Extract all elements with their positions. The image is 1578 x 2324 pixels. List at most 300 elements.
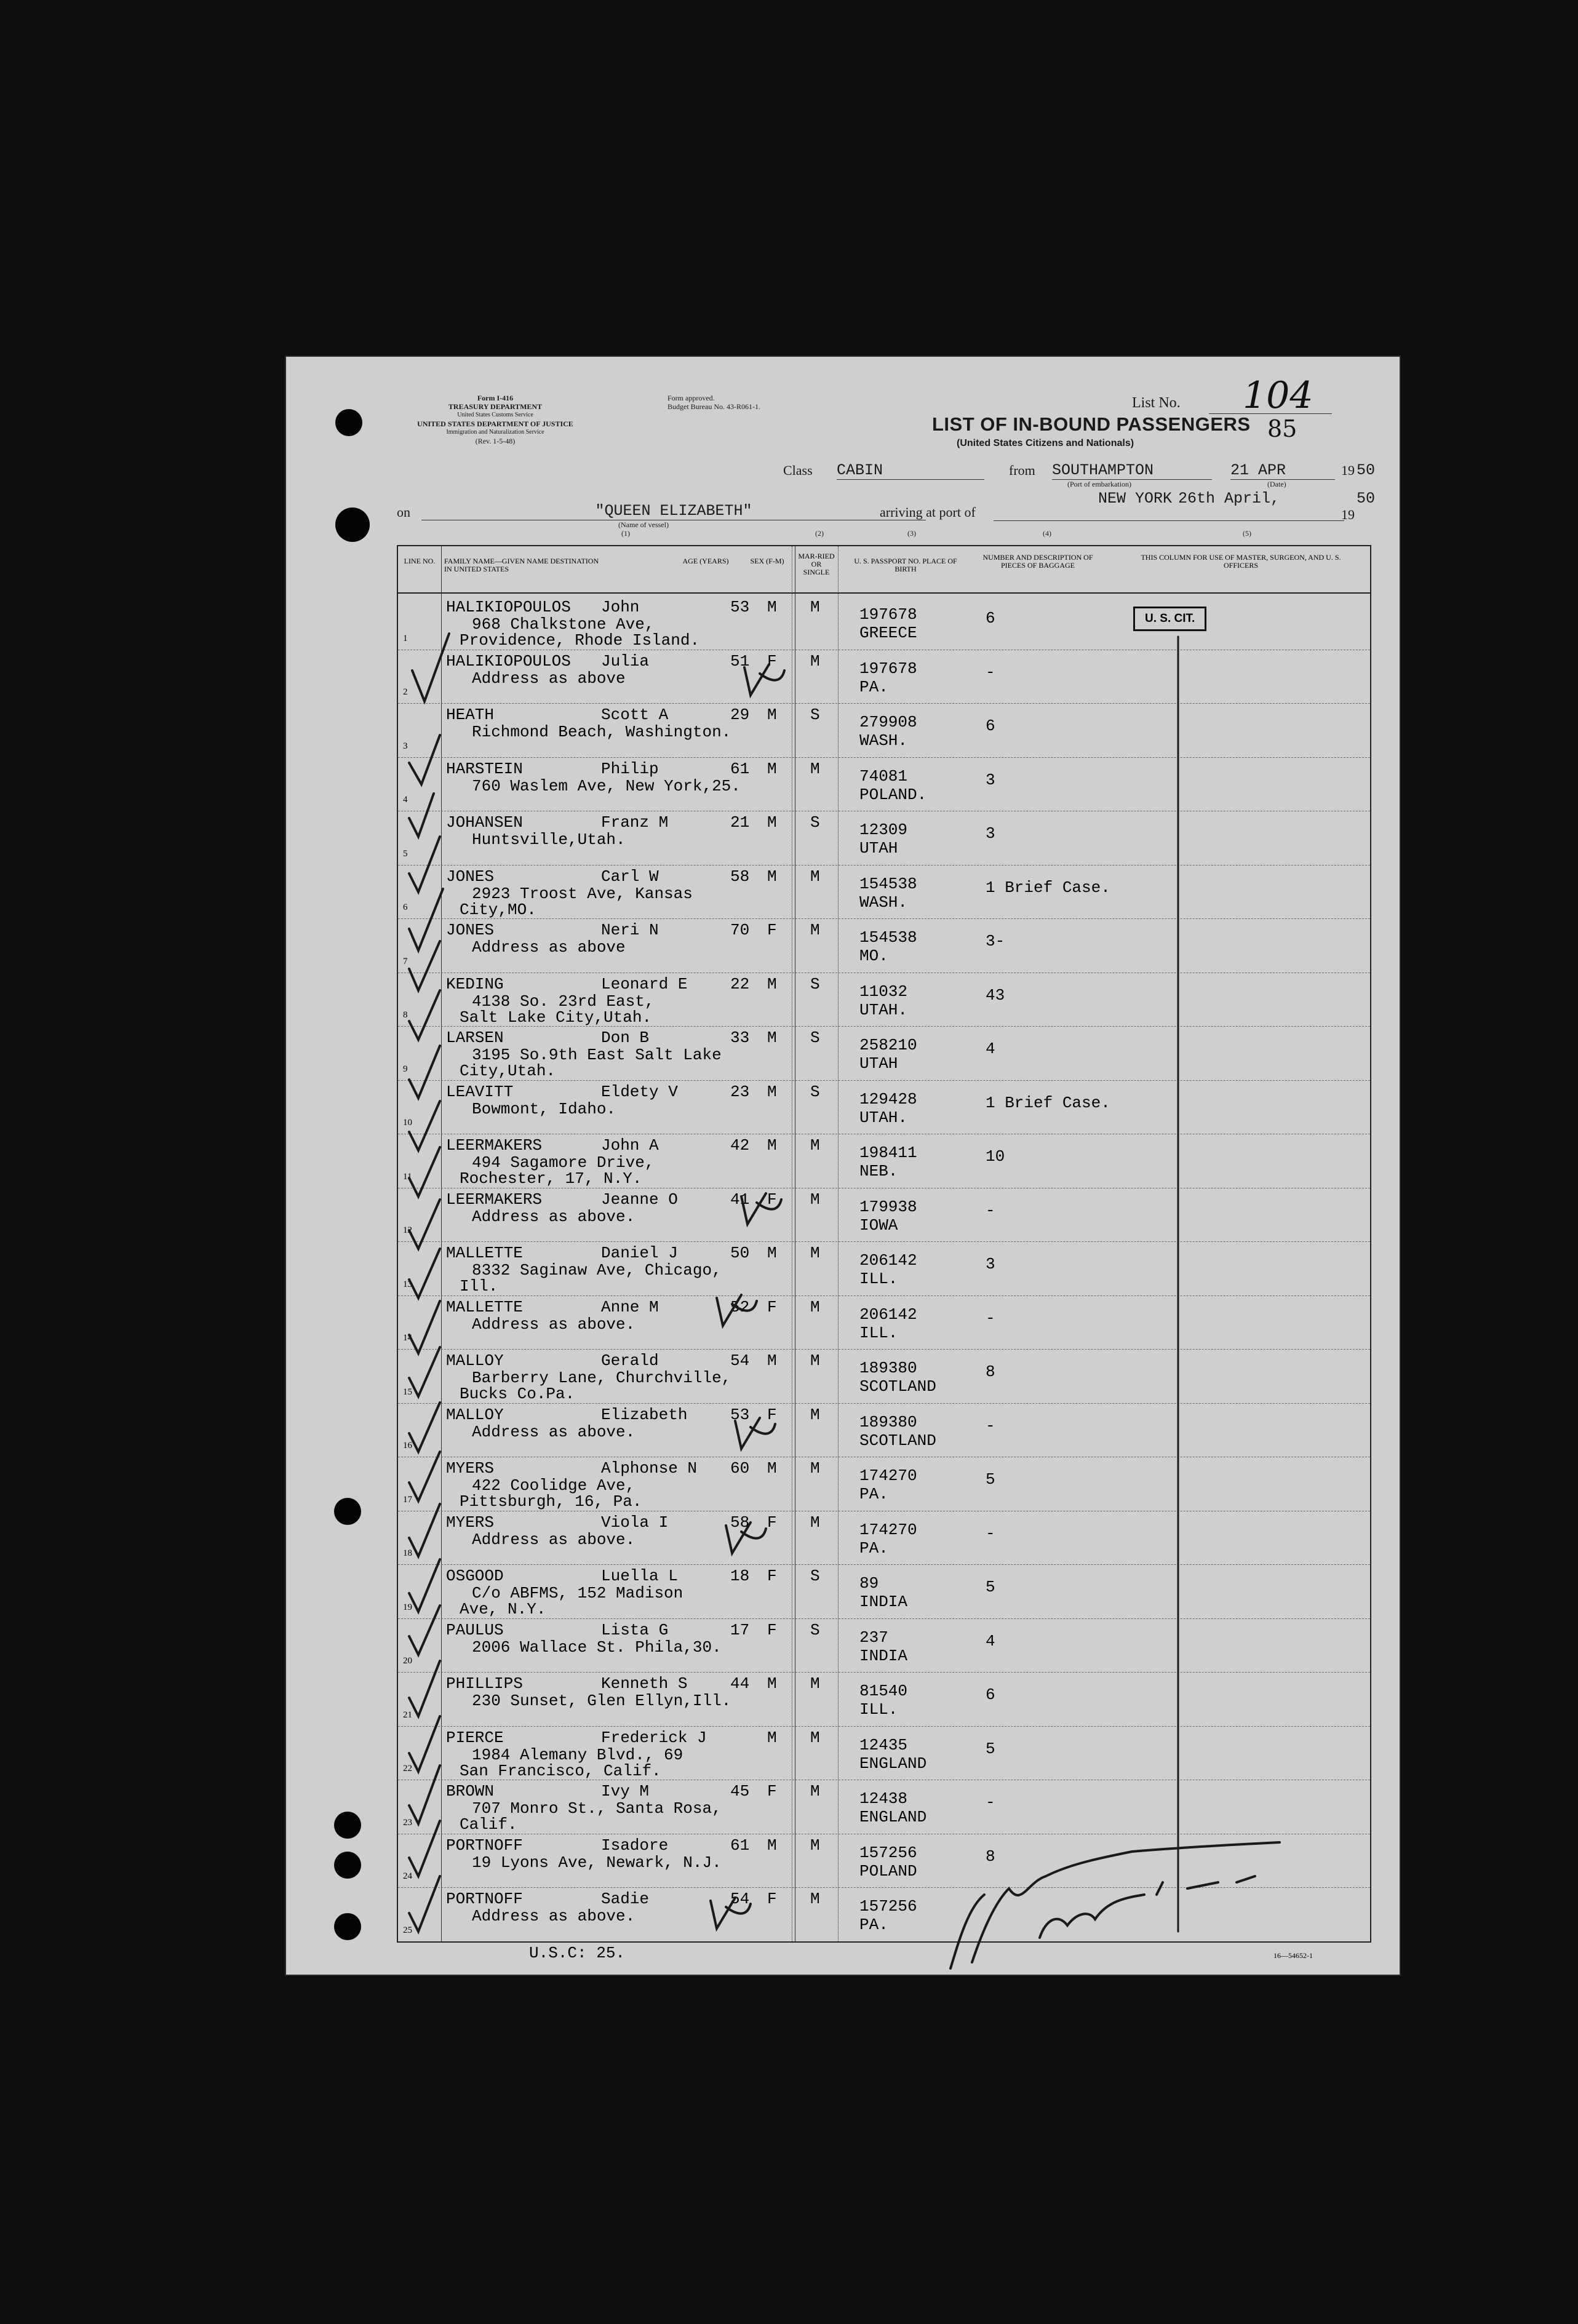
family-name: HALIKIOPOULOS — [446, 598, 571, 616]
sex: F — [767, 1890, 777, 1908]
on-label: on — [397, 504, 410, 520]
address-line-1: 19 Lyons Ave, Newark, N.J. — [472, 1853, 722, 1872]
given-name: Philip — [601, 759, 659, 778]
class-label: Class — [783, 463, 813, 478]
line-number: 15 — [403, 1387, 412, 1397]
given-name: Leonard E — [601, 974, 688, 993]
passport-number: 279908 — [859, 713, 917, 731]
vessel-caption: (Name of vessel) — [618, 520, 669, 529]
address-line-1: 494 Sagamore Drive, — [472, 1153, 655, 1172]
given-name: Neri N — [601, 921, 659, 939]
age: 41 — [730, 1190, 750, 1209]
family-name: MALLOY — [446, 1405, 504, 1424]
given-name: Ivy M — [601, 1782, 650, 1801]
age: 61 — [730, 759, 750, 778]
list-number-sub: 85 — [1267, 415, 1297, 442]
place-of-birth: NEB. — [859, 1162, 898, 1180]
place-of-birth: WASH. — [859, 893, 908, 912]
table-row — [398, 1618, 1370, 1673]
line-number: 25 — [403, 1925, 412, 1935]
baggage: 3 — [986, 824, 995, 843]
line-number: 8 — [403, 1010, 408, 1020]
table-row — [398, 1726, 1370, 1780]
table-row — [398, 1403, 1370, 1457]
place-of-birth: PA. — [859, 1485, 888, 1503]
age: 53 — [730, 1405, 750, 1424]
passenger-table — [397, 545, 1371, 1943]
baggage: 43 — [986, 985, 1005, 1005]
document-subtitle: (United States Citizens and Nationals) — [957, 438, 1134, 448]
line-number: 19 — [403, 1602, 412, 1612]
given-name: John — [601, 598, 640, 616]
given-name: Julia — [601, 651, 650, 671]
passport-number: 198411 — [859, 1144, 917, 1162]
baggage: - — [986, 1308, 995, 1327]
baggage: 3- — [986, 932, 1005, 950]
line-number: 24 — [403, 1871, 412, 1881]
place-of-birth: POLAND — [859, 1861, 917, 1880]
address-line-1: Address as above. — [472, 1422, 636, 1441]
baggage: 4 — [986, 1631, 995, 1650]
line-number: 13 — [403, 1279, 412, 1289]
table-row — [398, 1026, 1370, 1080]
age: 53 — [730, 598, 750, 616]
marital-status: M — [810, 1890, 820, 1908]
given-name: Eldety V — [601, 1082, 678, 1101]
table-row — [398, 1834, 1370, 1888]
family-name: MYERS — [446, 1459, 495, 1478]
age: 58 — [730, 867, 750, 886]
sex: M — [767, 1029, 777, 1047]
address-line-1: Bowmont, Idaho. — [472, 1099, 616, 1118]
age: 58 — [730, 1513, 750, 1532]
passport-number: 129428 — [859, 1089, 917, 1108]
us-citizen-stamp: U. S. CIT. — [1133, 607, 1206, 631]
passport-number: 154538 — [859, 874, 917, 893]
sex: F — [767, 1405, 777, 1424]
family-name: MALLETTE — [446, 1244, 523, 1262]
address-line-1: 8332 Saginaw Ave, Chicago, — [472, 1261, 722, 1279]
place-of-birth: MO. — [859, 947, 888, 965]
baggage: 8 — [986, 1363, 995, 1381]
place-of-birth: WASH. — [859, 731, 908, 750]
header-name: FAMILY NAME—GIVEN NAME DESTINATION IN UNITED STATES — [444, 557, 599, 573]
age: 61 — [730, 1836, 750, 1855]
address-line-2: Providence, Rhode Island. — [460, 631, 700, 650]
form-approval — [667, 394, 760, 411]
baggage: 6 — [986, 609, 995, 627]
list-number-handwritten: 104 — [1243, 374, 1313, 417]
family-name: LEAVITT — [446, 1082, 514, 1101]
family-name: PORTNOFF — [446, 1890, 523, 1908]
age: 44 — [730, 1674, 750, 1693]
table-row — [398, 973, 1370, 1027]
customs-service: United States Customs Service — [457, 412, 533, 418]
punch-hole — [334, 1498, 361, 1525]
family-name: OSGOOD — [446, 1567, 504, 1585]
table-row — [398, 1672, 1370, 1726]
marital-status: M — [810, 1674, 820, 1693]
place-of-birth: INDIA — [859, 1646, 908, 1665]
sex: M — [767, 813, 777, 832]
table-row — [398, 595, 1370, 650]
given-name: Gerald — [601, 1351, 659, 1370]
family-name: KEDING — [446, 974, 504, 993]
baggage: 6 — [986, 717, 995, 735]
given-name: John A — [601, 1136, 659, 1155]
baggage: 3 — [986, 1255, 995, 1273]
passport-number: 74081 — [859, 766, 908, 786]
class-value: CABIN — [837, 461, 984, 480]
table-row — [398, 1295, 1370, 1350]
line-number: 10 — [403, 1118, 412, 1128]
col-num-4: (4) — [1043, 529, 1051, 538]
sex: M — [767, 1136, 777, 1155]
document-title: LIST OF IN-BOUND PASSENGERS — [932, 413, 1251, 435]
line-number: 3 — [403, 741, 408, 751]
table-row — [398, 757, 1370, 811]
given-name: Jeanne O — [601, 1190, 678, 1209]
place-of-birth: POLAND. — [859, 785, 927, 804]
address-line-1: 760 Waslem Ave, New York,25. — [472, 776, 741, 795]
family-name: BROWN — [446, 1782, 495, 1801]
passport-number: 197678 — [859, 605, 917, 624]
sex: M — [767, 974, 777, 993]
place-of-birth: GREECE — [859, 624, 917, 642]
table-row — [398, 1511, 1370, 1565]
line-number: 18 — [403, 1548, 412, 1558]
family-name: MALLOY — [446, 1351, 504, 1370]
place-of-birth: ENGLAND — [859, 1754, 927, 1773]
arrival-port: NEW YORK — [1098, 490, 1172, 507]
address-line-1: 1984 Alemany Blvd., 69 — [472, 1745, 683, 1764]
age: 54 — [730, 1890, 750, 1908]
address-line-1: Huntsville,Utah. — [472, 830, 626, 849]
given-name: Anne M — [601, 1297, 659, 1316]
year-value: 50 — [1357, 461, 1376, 479]
sex: F — [767, 1297, 777, 1316]
table-row — [398, 1457, 1370, 1511]
passport-number: 154538 — [859, 928, 917, 947]
marital-status: M — [810, 1782, 820, 1801]
address-line-2: Pittsburgh, 16, Pa. — [460, 1492, 642, 1511]
given-name: Daniel J — [601, 1244, 678, 1262]
family-name: LEERMAKERS — [446, 1190, 543, 1209]
family-name: JOHANSEN — [446, 813, 523, 832]
given-name: Lista G — [601, 1620, 669, 1639]
family-name: HARSTEIN — [446, 759, 523, 778]
baggage: - — [986, 663, 995, 682]
date-caption: (Date) — [1267, 480, 1286, 488]
table-row — [398, 1887, 1370, 1941]
marital-status: M — [810, 1351, 820, 1370]
marital-status: S — [810, 813, 820, 832]
sex: M — [767, 598, 777, 616]
address-line-1: Address as above — [472, 938, 626, 957]
line-number: 1 — [403, 633, 408, 643]
family-name: PORTNOFF — [446, 1836, 523, 1855]
address-line-1: Address as above. — [472, 1907, 636, 1925]
line-number: 22 — [403, 1764, 412, 1773]
address-line-1: Barberry Lane, Churchville, — [472, 1369, 731, 1387]
form-info — [391, 394, 600, 445]
header-married: MAR-RIED OR SINGLE — [798, 552, 835, 576]
sex: M — [767, 1244, 777, 1262]
address-line-2: San Francisco, Calif. — [460, 1761, 661, 1780]
address-line-1: Address as above. — [472, 1530, 636, 1549]
passport-number: 12438 — [859, 1789, 908, 1808]
line-number: 14 — [403, 1333, 412, 1343]
address-line-1: Address as above. — [472, 1207, 636, 1226]
punch-hole — [334, 1852, 361, 1879]
place-of-birth: PA. — [859, 677, 888, 696]
address-line-1: 707 Monro St., Santa Rosa, — [472, 1799, 722, 1818]
table-row — [398, 1080, 1370, 1134]
place-of-birth: PA. — [859, 1538, 888, 1558]
baggage: 4 — [986, 1040, 995, 1058]
age: 51 — [730, 651, 750, 671]
marital-status: M — [810, 651, 820, 671]
baggage: 8 — [986, 1847, 995, 1866]
place-of-birth: INDIA — [859, 1593, 908, 1611]
place-of-birth: ENGLAND — [859, 1808, 927, 1826]
passport-number: 206142 — [859, 1305, 917, 1324]
place-of-birth: UTAH — [859, 1054, 898, 1073]
revision: (Rev. 1-5-48) — [475, 437, 516, 445]
address-line-1: Richmond Beach, Washington. — [472, 723, 731, 741]
marital-status: S — [810, 974, 820, 993]
line-number: 21 — [403, 1709, 412, 1720]
passport-number: 157256 — [859, 1843, 917, 1862]
sex: F — [767, 921, 777, 939]
baggage: - — [986, 1524, 995, 1543]
passport-number: 11032 — [859, 982, 908, 1001]
address-line-1: 3195 So.9th East Salt Lake — [472, 1046, 722, 1064]
line-number: 9 — [403, 1064, 408, 1074]
line-number: 23 — [403, 1817, 412, 1828]
table-row — [398, 1349, 1370, 1403]
sex: F — [767, 1567, 777, 1585]
place-of-birth: UTAH. — [859, 1000, 908, 1019]
address-line-1: 230 Sunset, Glen Ellyn,Ill. — [472, 1692, 731, 1710]
age: 45 — [730, 1782, 750, 1801]
embarkation-date: 21 APR — [1230, 461, 1335, 480]
age: 70 — [730, 921, 750, 939]
arriving-label: arriving at port of — [880, 504, 976, 520]
justice-dept: UNITED STATES DEPARTMENT OF JUSTICE — [417, 420, 573, 428]
line-number: 7 — [403, 956, 408, 966]
place-of-birth: SCOTLAND — [859, 1377, 936, 1396]
baggage: 10 — [986, 1147, 1005, 1166]
family-name: JONES — [446, 867, 495, 886]
place-of-birth: ILL. — [859, 1270, 898, 1288]
address-line-1: 4138 So. 23rd East, — [472, 992, 655, 1011]
marital-status: M — [810, 598, 820, 616]
table-row — [398, 650, 1370, 704]
baggage: 1 Brief Case. — [986, 1093, 1110, 1112]
age: 17 — [730, 1620, 750, 1639]
list-number-label: List No. — [1132, 395, 1181, 411]
sex: F — [767, 1782, 777, 1801]
baggage: 1 Brief Case. — [986, 878, 1110, 897]
table-row — [398, 918, 1370, 973]
passport-number: 197678 — [859, 659, 917, 678]
sex: M — [767, 706, 777, 724]
marital-status: M — [810, 1297, 820, 1316]
address-line-2: City,MO. — [460, 900, 536, 919]
punch-hole — [334, 1812, 361, 1839]
given-name: Kenneth S — [601, 1674, 688, 1693]
sex: F — [767, 1190, 777, 1209]
address-line-2: Salt Lake City,Utah. — [460, 1008, 652, 1027]
passport-number: 179938 — [859, 1197, 917, 1216]
header-age: AGE (YEARS) — [682, 557, 729, 565]
marital-status: M — [810, 1728, 820, 1747]
form-approved: Form approved. — [667, 394, 715, 402]
header-sex: SEX (F-M) — [750, 557, 784, 565]
address-line-2: Bucks Co.Pa. — [460, 1385, 575, 1403]
table-row — [398, 1564, 1370, 1618]
address-line-1: 968 Chalkstone Ave, — [472, 615, 655, 634]
baggage: - — [986, 1793, 995, 1812]
marital-status: M — [810, 1190, 820, 1209]
line-number: 6 — [403, 902, 408, 912]
col-num-3: (3) — [907, 529, 916, 538]
given-name: Carl W — [601, 867, 659, 886]
place-of-birth: PA. — [859, 1916, 888, 1934]
baggage: 3 — [986, 770, 995, 789]
header-passport: U. S. PASSPORT NO. PLACE OF BIRTH — [854, 557, 957, 573]
family-name: JONES — [446, 921, 495, 939]
given-name: Sadie — [601, 1890, 650, 1908]
punch-hole — [335, 409, 362, 436]
passport-number: 12435 — [859, 1735, 908, 1754]
family-name: LEERMAKERS — [446, 1136, 543, 1155]
family-name: PAULUS — [446, 1620, 504, 1639]
marital-status: M — [810, 1136, 820, 1155]
col-num-2: (2) — [815, 529, 824, 538]
given-name: Franz M — [601, 813, 669, 832]
year-prefix: 19 — [1341, 463, 1355, 478]
age: 54 — [730, 1351, 750, 1370]
marital-status: M — [810, 1836, 820, 1855]
header-officers: THIS COLUMN FOR USE OF MASTER, SURGEON, AND U. S. OFFICERS — [1141, 553, 1341, 570]
place-of-birth: ILL. — [859, 1323, 898, 1342]
age: 21 — [730, 813, 750, 832]
usc-count: U.S.C: 25. — [529, 1944, 626, 1962]
marital-status: S — [810, 1567, 820, 1585]
passport-number: 174270 — [859, 1520, 917, 1539]
passport-number: 157256 — [859, 1897, 917, 1916]
address-line-2: Calif. — [460, 1815, 517, 1834]
line-number: 11 — [403, 1171, 412, 1182]
table-row — [398, 1188, 1370, 1242]
place-of-birth: IOWA — [859, 1216, 898, 1235]
passport-number: 237 — [859, 1628, 888, 1647]
address-line-1: 2006 Wallace St. Phila,30. — [472, 1638, 722, 1657]
family-name: HEATH — [446, 706, 495, 724]
address-line-1: Address as above — [472, 669, 626, 688]
age: 18 — [730, 1567, 750, 1585]
passport-number: 206142 — [859, 1251, 917, 1270]
marital-status: M — [810, 1244, 820, 1262]
port-caption: (Port of embarkation) — [1067, 480, 1131, 488]
arrival-year-prefix: 19 — [1341, 507, 1355, 522]
family-name: HALIKIOPOULOS — [446, 651, 571, 671]
marital-status: M — [810, 759, 820, 778]
address-line-1: C/o ABFMS, 152 Madison — [472, 1584, 683, 1602]
sex: M — [767, 867, 777, 886]
passport-number: 81540 — [859, 1682, 908, 1700]
age: 60 — [730, 1459, 750, 1478]
family-name: PIERCE — [446, 1728, 504, 1747]
arrival-date: 26th April, — [1178, 490, 1280, 507]
line-number: 4 — [403, 795, 408, 805]
marital-status: M — [810, 1405, 820, 1424]
given-name: Luella L — [601, 1567, 678, 1585]
table-row — [398, 1134, 1370, 1188]
sex: M — [767, 1351, 777, 1370]
line-number: 12 — [403, 1225, 412, 1235]
age: 29 — [730, 706, 750, 724]
place-of-birth: SCOTLAND — [859, 1431, 936, 1450]
vessel-name: "QUEEN ELIZABETH" — [421, 502, 926, 520]
budget-bureau: Budget Bureau No. 43-R061-1. — [667, 402, 760, 411]
baggage: - — [986, 1416, 995, 1435]
printer-code: 16—54652-1 — [1273, 1951, 1313, 1960]
from-label: from — [1009, 463, 1035, 478]
line-number: 2 — [403, 687, 408, 697]
age: 33 — [730, 1029, 750, 1047]
address-line-2: City,Utah. — [460, 1062, 556, 1080]
given-name: Elizabeth — [601, 1405, 688, 1424]
address-line-1: Address as above. — [472, 1315, 636, 1334]
sex: F — [767, 651, 777, 671]
baggage: - — [986, 1201, 995, 1220]
line-number: 5 — [403, 848, 408, 859]
marital-status: S — [810, 1029, 820, 1047]
address-line-2: Rochester, 17, N.Y. — [460, 1169, 642, 1188]
family-name: MYERS — [446, 1513, 495, 1532]
given-name: Isadore — [601, 1836, 669, 1855]
sex: M — [767, 1836, 777, 1855]
passport-number: 89 — [859, 1574, 879, 1593]
given-name: Scott A — [601, 706, 669, 724]
address-line-1: 422 Coolidge Ave, — [472, 1476, 636, 1495]
age: 50 — [730, 1244, 750, 1262]
sex: M — [767, 1728, 777, 1747]
table-row — [398, 703, 1370, 757]
line-number: 17 — [403, 1494, 412, 1505]
header-baggage: NUMBER AND DESCRIPTION OF PIECES OF BAGGAGE — [982, 553, 1093, 570]
sex: F — [767, 1620, 777, 1639]
marital-status: M — [810, 1459, 820, 1478]
marital-status: M — [810, 1513, 820, 1532]
baggage: 6 — [986, 1685, 995, 1704]
table-row — [398, 1780, 1370, 1834]
marital-status: S — [810, 706, 820, 724]
family-name: PHILLIPS — [446, 1674, 523, 1693]
age: 22 — [730, 974, 750, 993]
sex: M — [767, 1674, 777, 1693]
table-row — [398, 865, 1370, 919]
sex: M — [767, 1082, 777, 1101]
place-of-birth: UTAH — [859, 839, 898, 858]
baggage: 5 — [986, 1578, 995, 1596]
given-name: Alphonse N — [601, 1459, 698, 1478]
treasury-dept: TREASURY DEPARTMENT — [448, 402, 543, 411]
place-of-birth: ILL. — [859, 1700, 898, 1719]
